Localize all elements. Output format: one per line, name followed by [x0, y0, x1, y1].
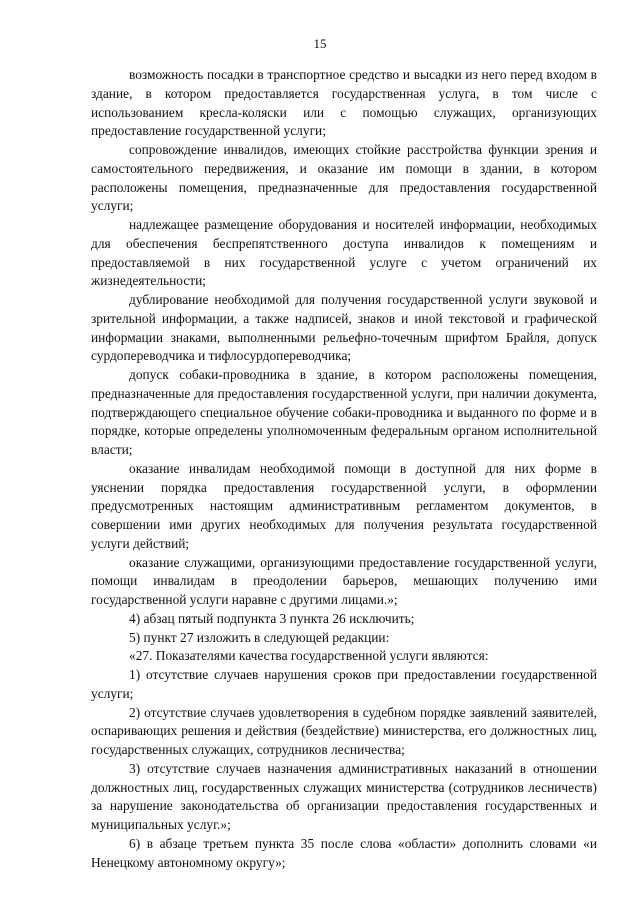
paragraph-information-duplication: дублирование необходимой для получения государственной услуги звуковой и зрительной информации, а также надписей, знаков и иной текстовой и графической информации знаками, выполненными рельефно-точечным шрифтом Брайля, допуск сурдопереводчика и тифлосурдопереводчика;	[91, 292, 597, 364]
quality-indicator-3: 3) отсутствие случаев назначения административных наказаний в отношении должностных лиц, государственных служащих министерства (сотрудников лесничеств) за нарушение законодательства об организации предоставления государственных и муниципальных услуг.»;	[91, 760, 597, 832]
paragraph-boarding-assistance: возможность посадки в транспортное средство и высадки из него перед входом в здание, в котором предоставляется государственная услуга, в том числе с использованием кресла-коляски или с помощью служащих, организующих предоставление государственной услуги;	[91, 67, 597, 139]
paragraph-barrier-help: оказание служащими, организующими предоставление государственной услуги, помощи инвалидам в преодолении барьеров, мешающих получению ими государственной услуги наравне с другими лицами.»;	[91, 554, 597, 607]
quality-indicator-1: 1) отсутствие случаев нарушения сроков при предоставлении государственной услуги;	[91, 667, 597, 701]
clause-27-heading: «27. Показателями качества государственной услуги являются:	[129, 648, 489, 664]
paragraph-escort-disabled: сопровождение инвалидов, имеющих стойкие расстройства функции зрения и самостоятельного передвижения, и оказание им помощи в здании, в котором расположены помещения, предназначенные для предоставления государственной услуги;	[91, 142, 597, 214]
paragraph-assistance-procedure: оказание инвалидам необходимой помощи в доступной для них форме в уяснении порядка предоставления государственной услуги, в оформлении предусмотренных настоящим административным регламентом документов, в совершении ими других необходимых для получения результата государственной услуги действий;	[91, 460, 597, 551]
paragraph-equipment-placement: надлежащее размещение оборудования и носителей информации, необходимых для обеспечения беспрепятственного доступа инвалидов к помещениям и предоставляемой в них государственной услуге с учетом ограничений их жизнедеятельности;	[91, 217, 597, 289]
list-item-4: 4) абзац пятый подпункта 3 пункта 26 исключить;	[129, 610, 415, 626]
quality-indicator-2: 2) отсутствие случаев удовлетворения в судебном порядке заявлений заявителей, оспаривающих решения и действия (бездействие) министерства, его должностных лиц, государственных служащих, сотрудников лесничества;	[91, 704, 597, 757]
list-item-5: 5) пункт 27 изложить в следующей редакции:	[129, 629, 390, 645]
paragraph-guide-dog: допуск собаки-проводника в здание, в котором расположены помещения, предназначенные для предоставления государственной услуги, при наличии документа, подтверждающего специальное обучение собаки-проводника и выданного по форме и в порядке, которые определены уполномоченным федеральным органом исполнительной власти;	[91, 367, 597, 457]
list-item-6: 6) в абзаце третьем пункта 35 после слова «области» дополнить словами «и Ненецкому автономному округу»;	[91, 835, 597, 870]
page-number: 15	[313, 36, 327, 51]
document-body	[91, 66, 597, 872]
